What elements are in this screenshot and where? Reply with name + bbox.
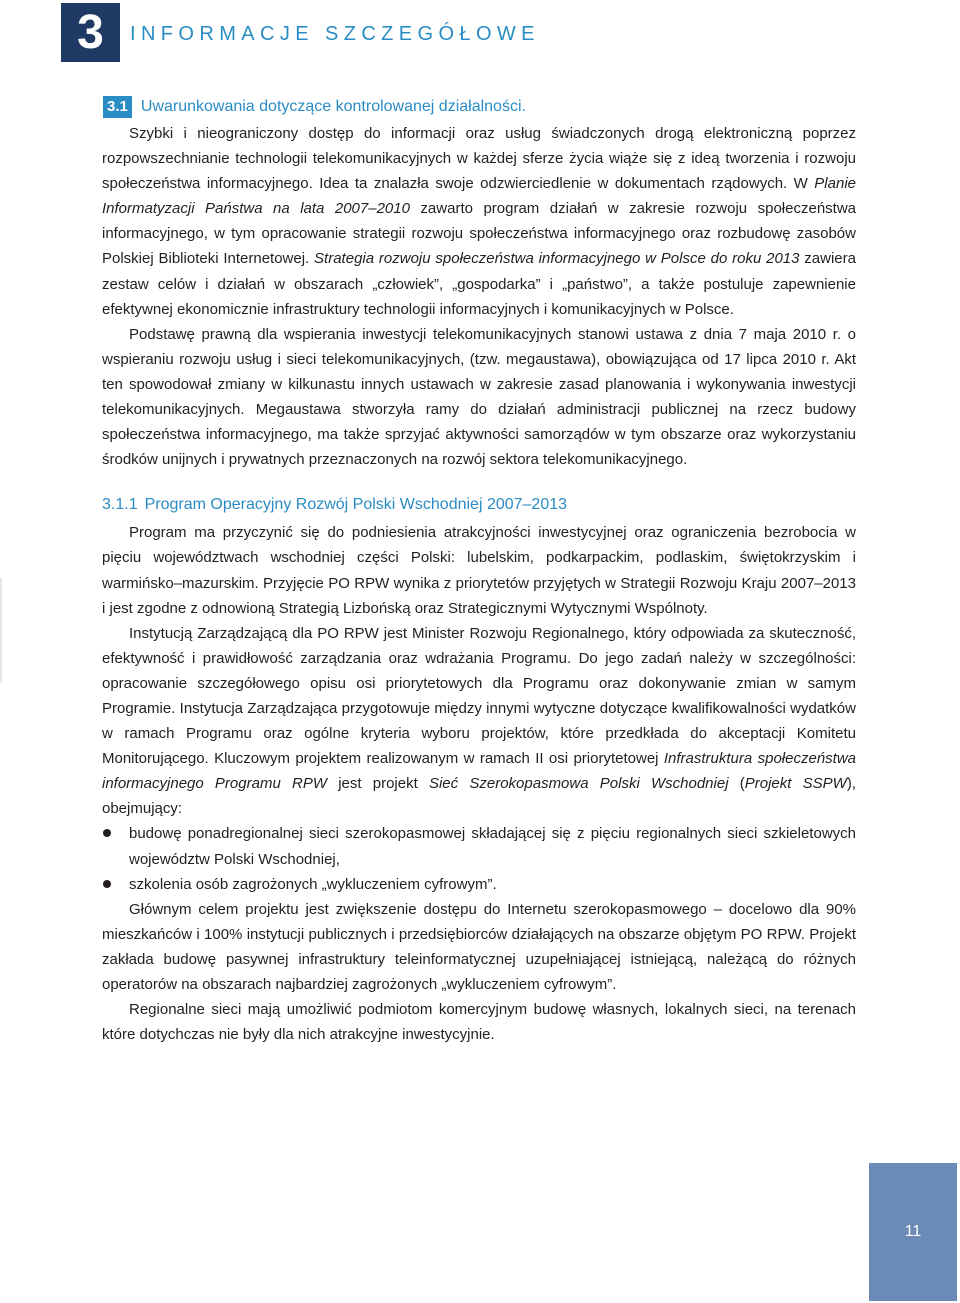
paragraph-text: jest projekt (326, 775, 429, 793)
list-item-text: budowę ponadregionalnej sieci szerokopasmowej składającej się z pięciu regionalnych sieci szkieletowych województw Polski Wschodniej, (129, 825, 856, 868)
paragraph-text: ), obejmujący: (102, 775, 856, 818)
document-body (102, 121, 856, 1047)
paragraph-6: Regionalne sieci mają umożliwić podmiotom komercyjnym budowę własnych, lokalnych sieci, na terenach które dotychczas nie były dla nich atrakcyjne inwestycyjnie. (102, 1001, 856, 1044)
subsection-heading (102, 492, 856, 517)
list-item (102, 872, 856, 897)
paragraph-text: ( (728, 775, 745, 793)
paragraph-4 (102, 621, 856, 822)
document-title-reference: Planie Informatyzacji Państwa na lata 2007–2010 (102, 175, 856, 218)
chapter-title: INFORMACJE SZCZEGÓŁOWE (130, 23, 540, 45)
chapter-number: 3 (77, 6, 104, 59)
project-name-reference: Sieć Szerokopasmowa Polski Wschodniej (428, 775, 729, 793)
paragraph-2: Podstawę prawną dla wspierania inwestycji telekomunikacyjnych stanowi ustawa z dnia 7 maja 2010 r. o wspieraniu rozwoju usług i sieci telekomunikacyjnych, (tzw. megaustawa), obowiązująca od 17 lipca 2010 r. Akt ten spowodował zmiany w kilkunastu innych ustawach w zakresie zasad planowania i wykonywania inwestycji telekomunikacyjnych. Megaustawa stworzyła ramy do działań administracji publicznej na rzecz budowy społeczeństwa informacyjnego, ma także sprzyjać aktywności samorządów w tym obszarze oraz wykorzystaniu środków unijnych i prywatnych przeznaczonych na rozwój sektora telekomunikacyjnego. (102, 325, 856, 469)
list-item-text: szkolenia osób zagrożonych „wykluczeniem cyfrowym”. (129, 875, 497, 893)
chapter-number-box (61, 3, 120, 62)
paragraph-text: zawiera zestaw celów i działań w obszarach „człowiek”, „gospodarka” i „państwo”, a także postuluje zapewnienie efektywnej ekonomicznie infrastruktury technologii informacyjnych i komunikacyjnych w Polsce. (102, 250, 856, 318)
program-axis-reference: Infrastruktura społeczeństwa informacyjnego Programu RPW (102, 750, 856, 793)
document-title-reference: Strategia rozwoju społeczeństwa informacyjnego w Polsce do roku 2013 (314, 250, 800, 268)
project-abbreviation: Projekt SSPW (744, 775, 847, 793)
list-item (102, 821, 856, 871)
bullet-icon (103, 829, 111, 837)
section-heading (103, 96, 526, 118)
side-marker (0, 578, 2, 683)
paragraph-1 (102, 121, 856, 322)
page-number: 11 (904, 1223, 922, 1240)
page-number-tab (869, 1163, 957, 1301)
paragraph-5: Głównym celem projektu jest zwiększenie dostępu do Internetu szerokopasmowego – docelowo dla 90% mieszkańców i 100% instytucji publicznych i przedsiębiorców działających na obszarze objętym PO RPW. Projekt zakłada budowę pasywnej infrastruktury teleinformatycznej uzupełniającej istniejącą, należącą do różnych operatorów na obszarach najbardziej zagrożonych „wykluczeniem cyfrowym”. (102, 900, 856, 993)
paragraph-text: Instytucją Zarządzającą dla PO RPW jest Minister Rozwoju Regionalnego, który odpowiada za skuteczność, efektywność i prawidłowość zarządzania oraz wdrażania Programu. Do jego zadań należy w szczególności: opracowanie szczegółowego opisu osi priorytetowych dla Programu oraz dokonywanie zmian w samym Programie. Instytucja Zarządzająca przygotowuje między innymi wytyczne dotyczące kwalifikowalności wydatków w ramach Programu oraz ogólne kryteria wyboru projektów, które przedkłada do akceptacji Komitetu Monitorującego. Kluczowym projektem realizowanym w ramach II osi priorytetowej (102, 624, 856, 768)
paragraph-text: Szybki i nieograniczony dostęp do informacji oraz usług świadczonych drogą elektroniczną poprzez rozpowszechnianie technologii telekomunikacyjnych w każdej sferze życia wiąże się z ideą tworzenia i rozwoju społeczeństwa informacyjnego. Idea ta znalazła swoje odzwierciedlenie w dokumentach rządowych. W (102, 125, 856, 193)
section-title: Uwarunkowania dotyczące kontrolowanej działalności. (140, 98, 526, 115)
subsection-title: Program Operacyjny Rozwój Polski Wschodniej 2007–2013 (144, 496, 568, 514)
paragraph-text: zawarto program działań w zakresie rozwoju społeczeństwa informacyjnego, w tym opracowanie strategii rozwoju społeczeństwa informacyjnego oraz rozbudowę zasobów Polskiej Biblioteki Internetowej. (102, 200, 857, 268)
paragraph-3: Program ma przyczynić się do podniesienia atrakcyjności inwestycyjnej oraz ograniczenia bezrobocia w pięciu województwach wschodniej części Polski: lubelskim, podkarpackim, podlaskim, świętokrzyskim i warmińsko–mazurskim. Przyjęcie PO RPW wynika z priorytetów przyjętych w Strategii Rozwoju Kraju 2007–2013 i jest zgodne z odnowioną Strategią Lizbońską oraz Strategicznymi Wytycznymi Wspólnoty. (102, 524, 856, 617)
subsection-number: 3.1.1 (102, 496, 138, 514)
bullet-icon (103, 880, 111, 888)
section-number: 3.1 (103, 96, 132, 118)
bullet-list (102, 821, 856, 896)
